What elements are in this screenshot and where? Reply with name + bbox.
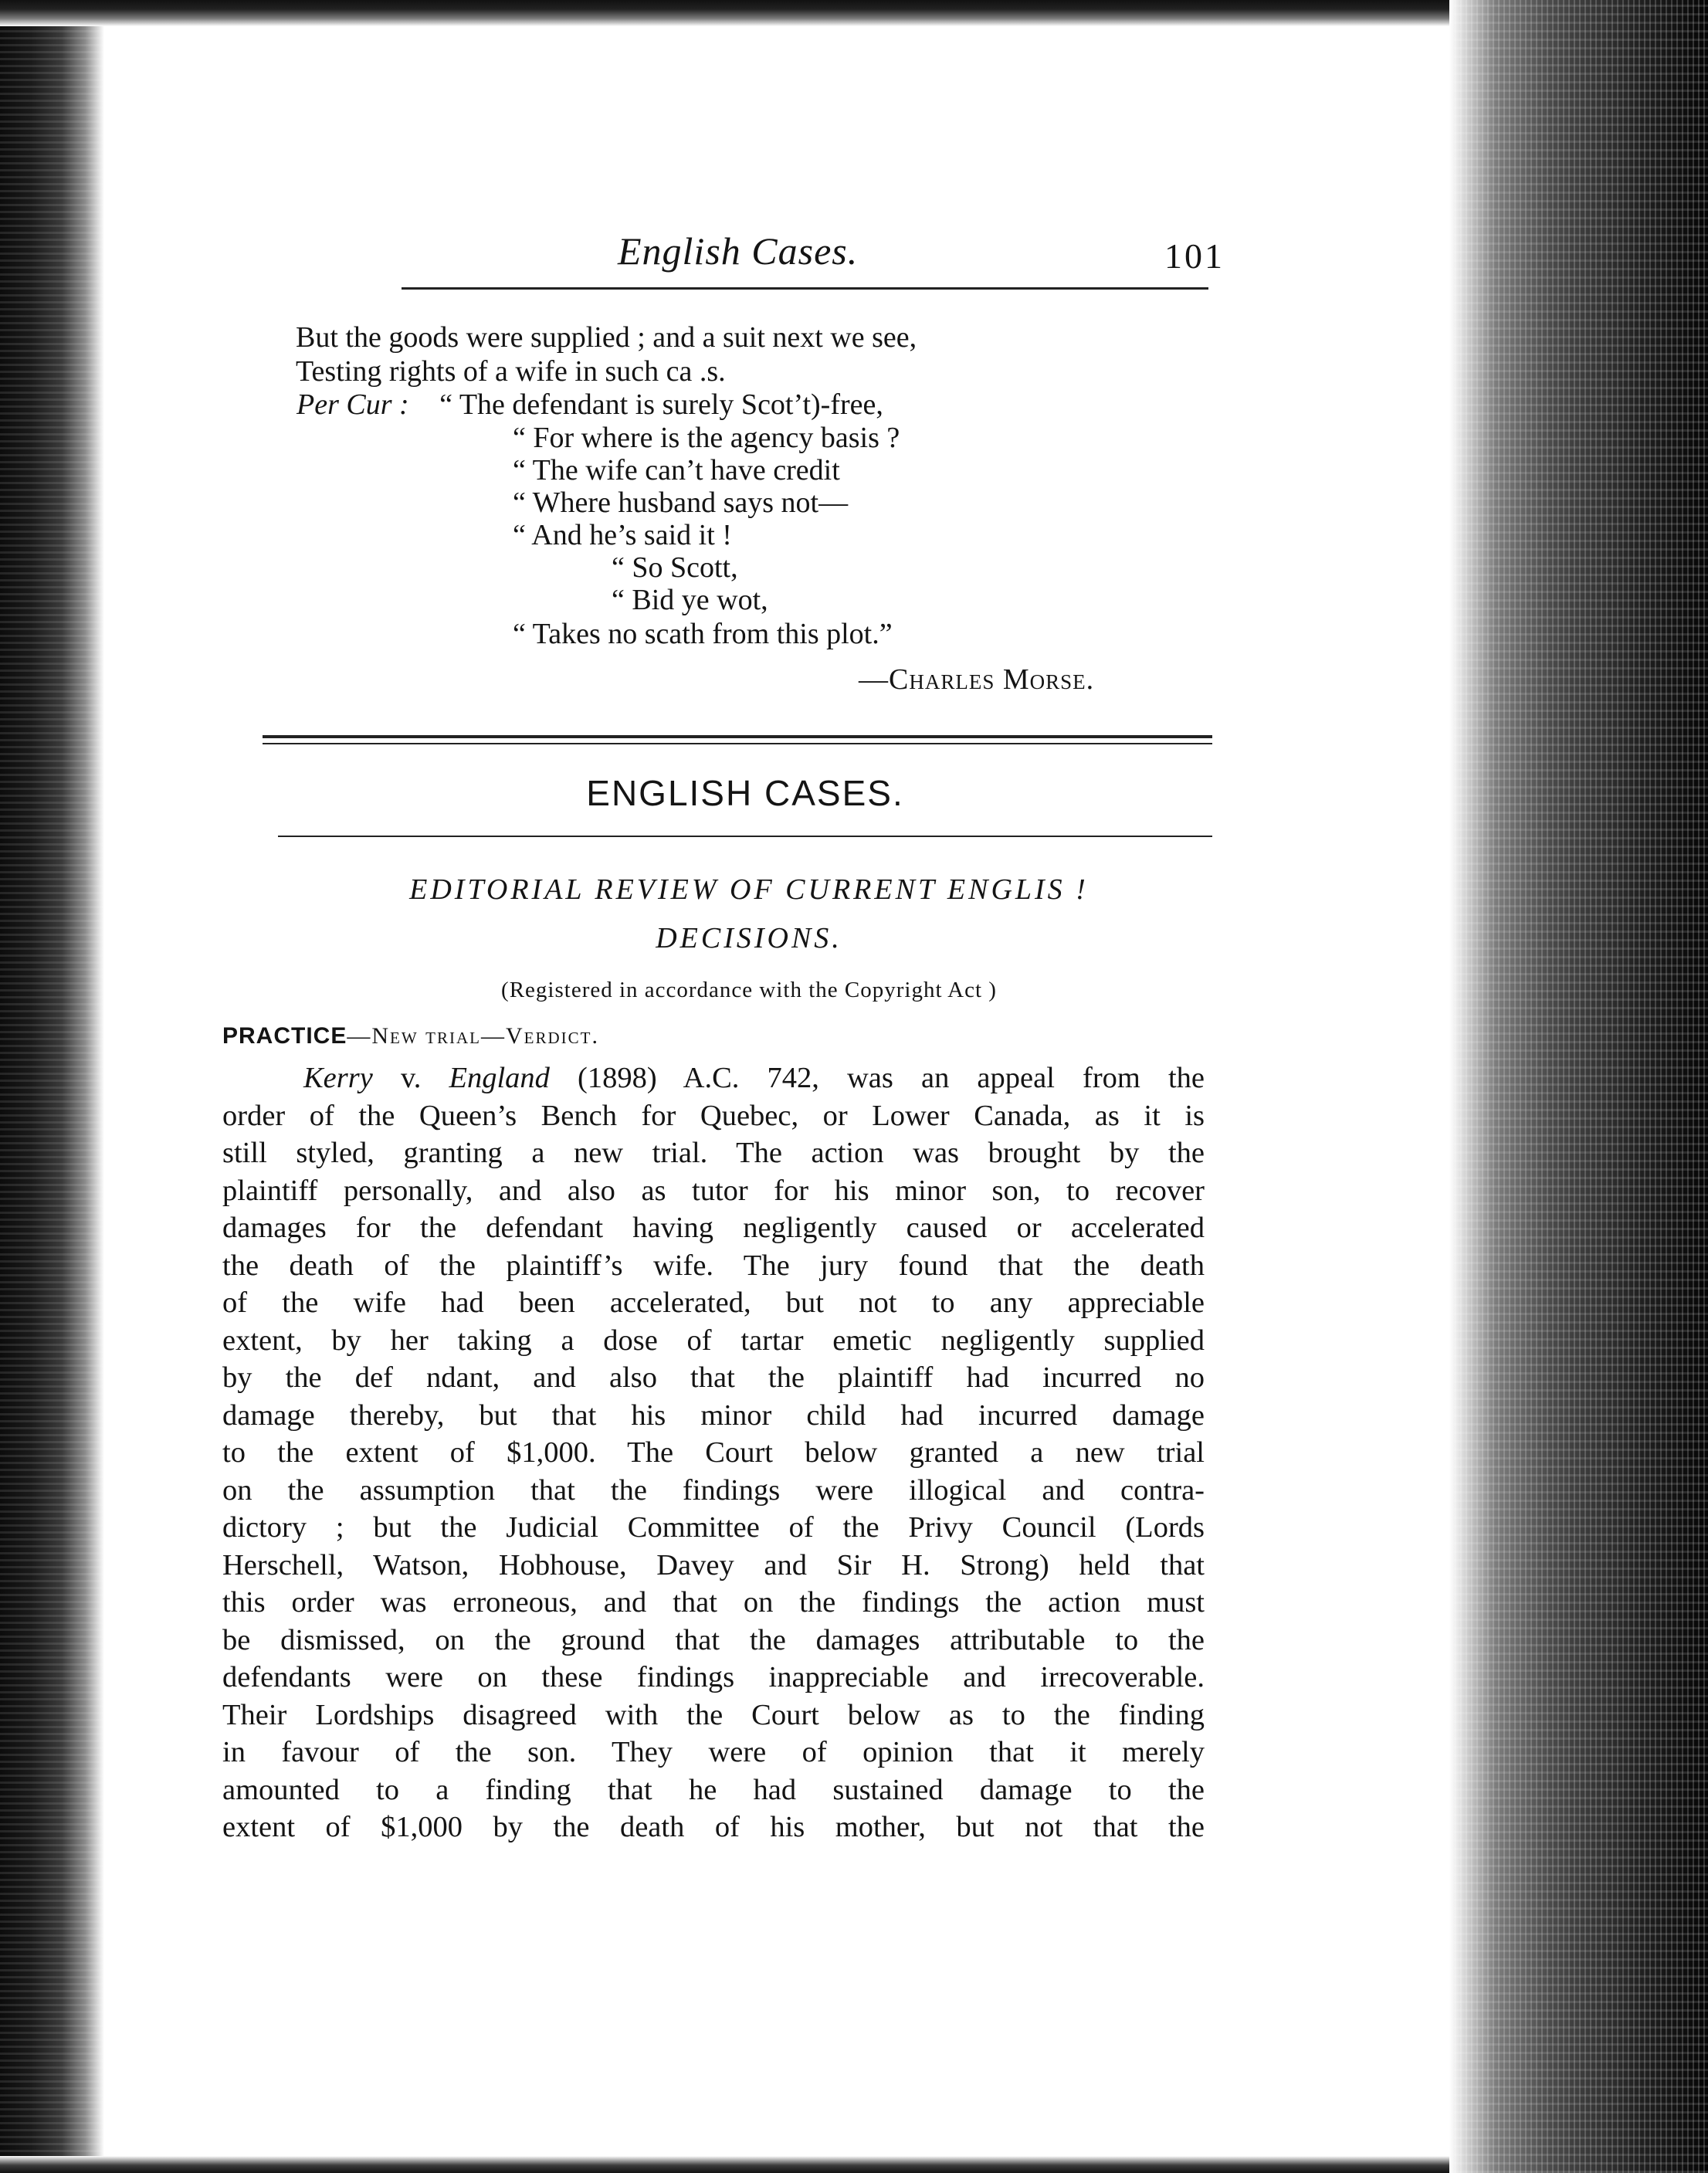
topic-line	[222, 1023, 599, 1049]
article-line-11: to the extent of $1,000. The Court below granted a new trial	[222, 1436, 1205, 1469]
poem-line-2: Testing rights of a wife in such ca .s.	[296, 355, 726, 388]
scan-left-border	[0, 0, 104, 2173]
article-line-14: Herschell, Watson, Hobhouse, Davey and Sir H. Strong) held that	[222, 1548, 1205, 1581]
copyright-note: (Registered in accordance with the Copyright Act )	[501, 978, 997, 1002]
article-line-1-rest: (1898) A.C. 742, was an appeal from the	[549, 1062, 1205, 1094]
poem-line-1: But the goods were supplied ; and a suit next we see,	[296, 321, 917, 354]
topic-sub: —New trial—Verdict.	[347, 1023, 599, 1049]
poem-line-3-text: “ The defendant is surely Scot’t)-free,	[439, 388, 883, 421]
section-heading-rule	[278, 836, 1212, 837]
article-line-20: amounted to a finding that he had sustained damage to the	[222, 1773, 1205, 1806]
poem-line-8: “ So Scott,	[612, 551, 738, 584]
article-line-17: defendants were on these findings inappreciable and irrecoverable.	[222, 1661, 1205, 1693]
poem-line-7: “ And he’s said it !	[513, 519, 732, 551]
poem-signature: —Charles Morse.	[859, 663, 1095, 696]
section-heading: ENGLISH CASES.	[586, 773, 904, 813]
case-name-england: England	[449, 1062, 550, 1094]
article-line-10: damage thereby, but that his minor child had incurred damage	[222, 1398, 1205, 1432]
article-line-9: by the def ndant, and also that the plaintiff had incurred no	[222, 1361, 1205, 1394]
article-line-21: extent of $1,000 by the death of his mother, but not that the	[222, 1811, 1205, 1843]
subheading-line-1: EDITORIAL REVIEW OF CURRENT ENGLIS !	[409, 873, 1089, 906]
poem-line-10: “ Takes no scath from this plot.”	[513, 618, 893, 650]
article-line-8: extent, by her taking a dose of tartar emetic negligently supplied	[222, 1324, 1205, 1357]
article-line-18: Their Lordships disagreed with the Court below as to the finding	[222, 1698, 1205, 1731]
page-number: 101	[1164, 236, 1225, 276]
article-line-3: still styled, granting a new trial. The action was brought by the	[222, 1137, 1205, 1169]
article-line-5: damages for the defendant having negligently caused or accelerated	[222, 1212, 1205, 1244]
section-rule-top	[263, 735, 1212, 738]
poem-line-5: “ The wife can’t have credit	[513, 454, 840, 486]
article-line-4: plaintiff personally, and also as tutor for his minor son, to recover	[222, 1174, 1205, 1207]
article-line-13: dictory ; but the Judicial Committee of the Privy Council (Lords	[222, 1511, 1205, 1544]
scan-right-border	[1449, 0, 1708, 2173]
poem-line-9: “ Bid ye wot,	[612, 584, 768, 616]
poem-line-4: “ For where is the agency basis ?	[513, 422, 900, 454]
article-line-2: order of the Queen’s Bench for Quebec, or Lower Canada, as it is	[222, 1099, 1205, 1132]
article-line-15: this order was erroneous, and that on the findings the action must	[222, 1586, 1205, 1619]
article-line-12: on the assumption that the findings were illogical and contra-	[222, 1473, 1205, 1507]
header-rule	[402, 287, 1208, 290]
article-line-1	[222, 1059, 1205, 1097]
article-line-19: in favour of the son. They were of opinion that it merely	[222, 1736, 1205, 1768]
poem-line-6: “ Where husband says not—	[513, 486, 849, 519]
poem-line-3	[297, 390, 883, 419]
case-name-kerry: Kerry	[303, 1062, 373, 1094]
subheading-line-2: DECISIONS.	[656, 922, 842, 954]
article-line-6: the death of the plaintiff’s wife. The jury found that the death	[222, 1249, 1205, 1282]
article-body	[222, 1059, 1205, 1846]
article-line-16: be dismissed, on the ground that the damages attributable to the	[222, 1623, 1205, 1656]
section-rule-top-second	[263, 743, 1212, 744]
case-v: v.	[372, 1062, 449, 1094]
running-title: English Cases.	[618, 229, 859, 273]
topic-main: PRACTICE	[222, 1023, 347, 1049]
article-line-7: of the wife had been accelerated, but not to any appreciable	[222, 1287, 1205, 1319]
per-cur-label: Per Cur :	[297, 388, 409, 421]
